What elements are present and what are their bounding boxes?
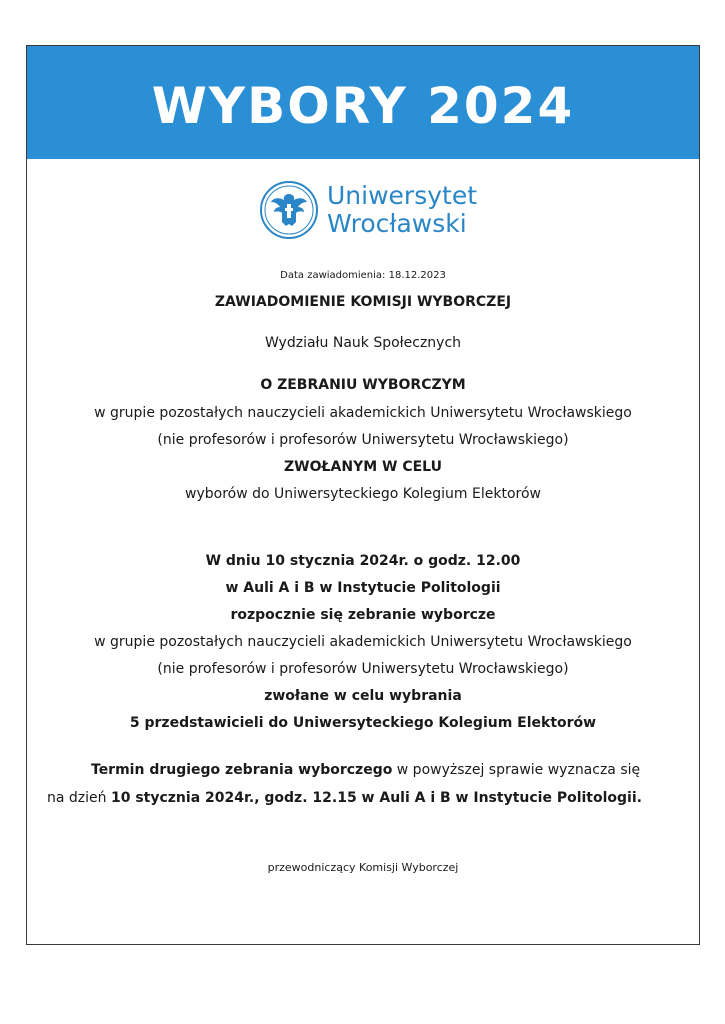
representatives-line: 5 przedstawicieli do Uniwersyteckiego Kolegium Elektorów bbox=[129, 715, 597, 731]
meeting-start: rozpocznie się zebranie wyborcze bbox=[230, 607, 496, 623]
meeting-location: w Auli A i B w Instytucie Politologii bbox=[225, 580, 501, 596]
meeting-date-time: W dniu 10 stycznia 2024r. o godz. 12.00 bbox=[205, 553, 521, 569]
signature: przewodniczący Komisji Wyborczej bbox=[267, 861, 459, 874]
notice-heading: ZAWIADOMIENIE KOMISJI WYBORCZEJ bbox=[214, 294, 512, 310]
university-logo bbox=[259, 176, 477, 244]
group-line-2: w grupie pozostałych nauczycieli akademickich Uniwersytetu Wrocławskiego bbox=[94, 634, 632, 650]
notice-date: Data zawiadomienia: 18.12.2023 bbox=[280, 270, 446, 281]
group-paren: (nie profesorów i profesorów Uniwersytetu Wrocławskiego) bbox=[157, 432, 569, 448]
document-frame bbox=[26, 45, 700, 945]
logo-line-2: Wrocławski bbox=[327, 209, 467, 238]
second-term-text: w powyższej sprawie wyznacza się bbox=[392, 762, 641, 778]
second-term-details: 10 stycznia 2024r., godz. 12.15 w Auli A i B w Instytucie Politologii. bbox=[110, 790, 642, 806]
second-meeting-paragraph bbox=[47, 756, 677, 812]
second-term-prefix: na dzień bbox=[47, 790, 111, 806]
faculty-name: Wydziału Nauk Społecznych bbox=[264, 335, 462, 351]
title-banner bbox=[27, 46, 699, 159]
second-term-bold: Termin drugiego zebrania wyborczego bbox=[91, 762, 393, 778]
purpose-line: wyborów do Uniwersyteckiego Kolegium Elektorów bbox=[185, 486, 541, 502]
convened-line: zwołane w celu wybrania bbox=[264, 688, 462, 704]
logo-line-1: Uniwersytet bbox=[327, 181, 477, 210]
banner-title: WYBORY 2024 bbox=[151, 76, 575, 135]
logo-wordmark bbox=[327, 182, 477, 238]
group-paren-2: (nie profesorów i profesorów Uniwersytetu Wrocławskiego) bbox=[157, 661, 569, 677]
university-emblem-icon bbox=[259, 180, 319, 240]
purpose-heading: ZWOŁANYM W CELU bbox=[284, 459, 442, 475]
meeting-heading: O ZEBRANIU WYBORCZYM bbox=[260, 377, 466, 393]
group-line: w grupie pozostałych nauczycieli akademickich Uniwersytetu Wrocławskiego bbox=[94, 405, 632, 421]
